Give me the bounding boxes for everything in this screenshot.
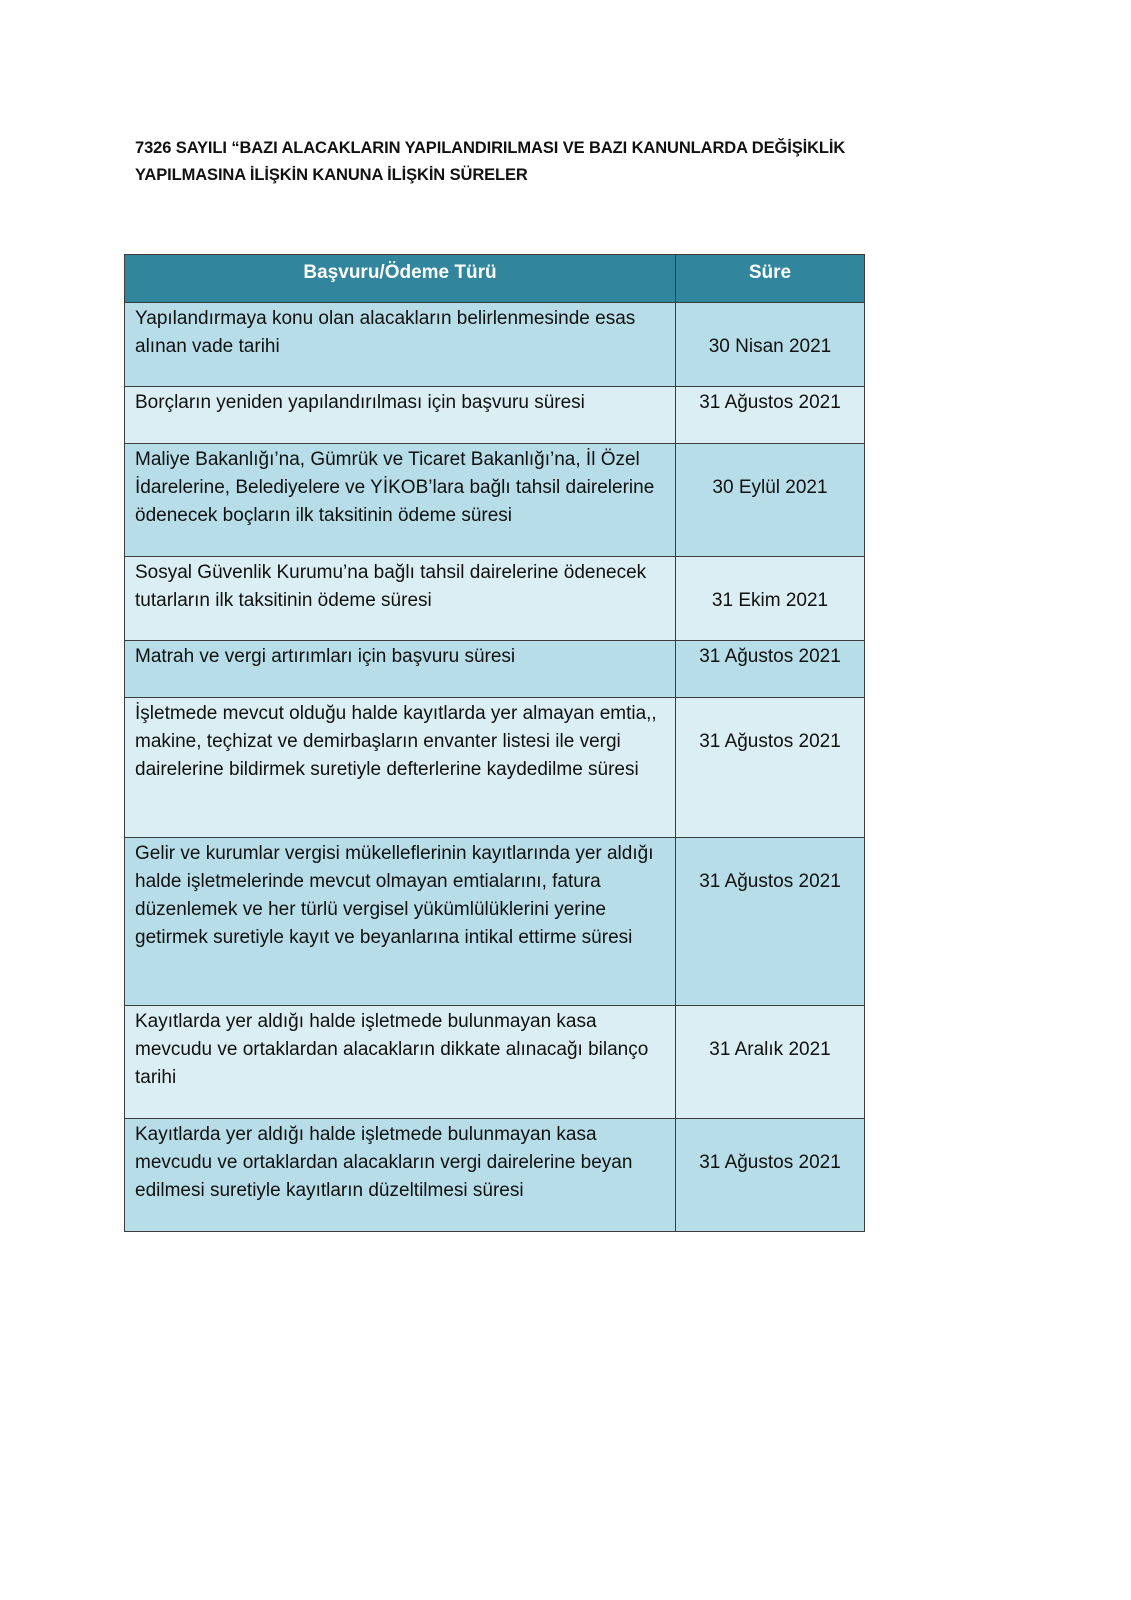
row-description: Borçların yeniden yapılandırılması için başvuru süresi <box>125 387 676 444</box>
title-line-1: 7326 SAYILI “BAZI ALACAKLARIN YAPILANDIRILMASI VE BAZI KANUNLARDA DEĞİŞİKLİK <box>135 139 846 157</box>
header-application-type: Başvuru/Ödeme Türü <box>125 255 676 303</box>
row-deadline: 30 Eylül 2021 <box>676 444 865 557</box>
table-row <box>125 444 865 557</box>
header-deadline: Süre <box>676 255 865 303</box>
document-title <box>135 135 935 189</box>
table-row <box>125 1119 865 1232</box>
row-description: Kayıtlarda yer aldığı halde işletmede bulunmayan kasa mevcudu ve ortaklardan alacakların vergi dairelerine beyan edilmesi suretiyle kayıtların düzeltilmesi süresi <box>125 1119 676 1232</box>
table-row <box>125 698 865 838</box>
row-deadline: 31 Ağustos 2021 <box>676 838 865 1006</box>
table-row <box>125 387 865 444</box>
table-header-row <box>125 255 865 303</box>
table-row <box>125 557 865 641</box>
row-deadline: 31 Ağustos 2021 <box>676 641 865 698</box>
row-description: Kayıtlarda yer aldığı halde işletmede bulunmayan kasa mevcudu ve ortaklardan alacakların dikkate alınacağı bilanço tarihi <box>125 1006 676 1119</box>
title-line-2: YAPILMASINA İLİŞKİN KANUNA İLİŞKİN SÜRELER <box>135 166 528 184</box>
row-description: İşletmede mevcut olduğu halde kayıtlarda yer almayan emtia,, makine, teçhizat ve demirbaşların envanter listesi ile vergi dairelerine bildirmek suretiyle defterlerine kaydedilme süresi <box>125 698 676 838</box>
row-description: Yapılandırmaya konu olan alacakların belirlenmesinde esas alınan vade tarihi <box>125 303 676 387</box>
table-row <box>125 838 865 1006</box>
row-description: Matrah ve vergi artırımları için başvuru süresi <box>125 641 676 698</box>
table-row <box>125 303 865 387</box>
table-row <box>125 641 865 698</box>
row-description: Maliye Bakanlığı’na, Gümrük ve Ticaret Bakanlığı’na, İl Özel İdarelerine, Belediyelere ve YİKOB’lara bağlı tahsil dairelerine ödenecek boçların ilk taksitinin ödeme süresi <box>125 444 676 557</box>
row-deadline: 31 Aralık 2021 <box>676 1006 865 1119</box>
row-deadline: 31 Ağustos 2021 <box>676 387 865 444</box>
deadlines-table <box>124 254 865 1232</box>
row-description: Gelir ve kurumlar vergisi mükelleflerinin kayıtlarında yer aldığı halde işletmelerinde mevcut olmayan emtialarını, fatura düzenlemek ve her türlü vergisel yükümlülüklerini yerine getirmek suretiyle kayıt ve beyanlarına intikal ettirme süresi <box>125 838 676 1006</box>
row-deadline: 31 Ağustos 2021 <box>676 698 865 838</box>
row-deadline: 31 Ağustos 2021 <box>676 1119 865 1232</box>
table-row <box>125 1006 865 1119</box>
row-deadline: 30 Nisan 2021 <box>676 303 865 387</box>
row-deadline: 31 Ekim 2021 <box>676 557 865 641</box>
row-description: Sosyal Güvenlik Kurumu’na bağlı tahsil dairelerine ödenecek tutarların ilk taksitinin ödeme süresi <box>125 557 676 641</box>
